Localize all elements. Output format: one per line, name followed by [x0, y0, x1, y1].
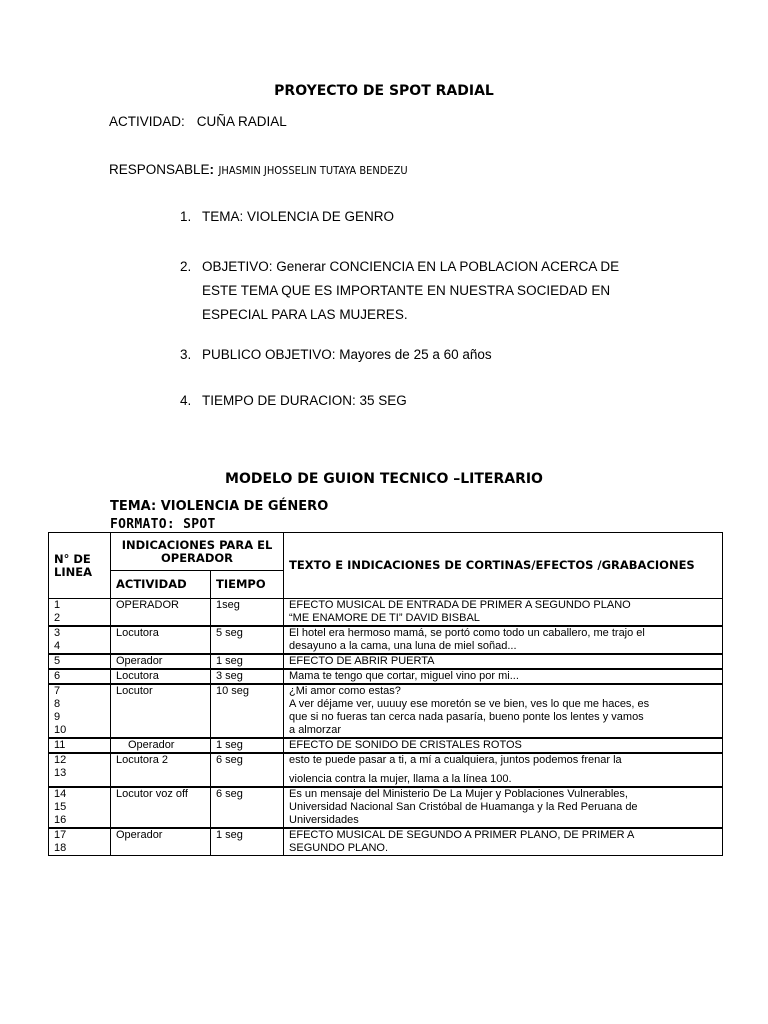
cell-tiempo — [211, 828, 284, 856]
line-number: 14 — [54, 788, 67, 800]
line-number: 2 — [54, 612, 61, 624]
list-text: ESTE TEMA QUE ES IMPORTANTE EN NUESTRA SOCIEDAD EN — [202, 283, 611, 298]
cell-tiempo — [211, 684, 284, 738]
actividad-line — [109, 114, 287, 129]
tiempo-text: 10 seg — [216, 685, 250, 697]
cell-actividad — [111, 738, 211, 753]
cell-linea — [49, 654, 111, 669]
header-indicaciones: INDICACIONES PARA EL OPERADOR — [111, 533, 284, 571]
cell-linea — [49, 669, 111, 684]
actividad-text: Locutor voz off — [116, 788, 188, 800]
cell-texto — [284, 787, 723, 828]
actividad-text: Locutora — [116, 670, 159, 682]
guion-title: MODELO DE GUION TECNICO –LITERARIO — [225, 471, 543, 487]
actividad-text: Operador — [116, 829, 163, 841]
line-number: 10 — [54, 724, 67, 736]
texto-line: A ver déjame ver, uuuuy ese moretón se ve bien, ves lo que me haces, es — [289, 698, 650, 710]
cell-texto — [284, 654, 723, 669]
texto-line: Mama te tengo que cortar, miguel vino por mi... — [289, 670, 519, 682]
texto-line: Es un mensaje del Ministerio De La Mujer y Poblaciones Vulnerables, — [289, 788, 628, 800]
cell-tiempo — [211, 738, 284, 753]
table-row — [49, 787, 723, 828]
tiempo-text: 6 seg — [216, 754, 243, 766]
table-row — [49, 654, 723, 669]
list-number: 1. — [180, 209, 192, 224]
line-number: 9 — [54, 711, 61, 723]
table-row — [49, 828, 723, 856]
responsable-label: RESPONSABLE — [109, 162, 210, 177]
cell-texto — [284, 669, 723, 684]
cell-actividad — [111, 684, 211, 738]
cell-tiempo — [211, 753, 284, 787]
list-text: ESPECIAL PARA LAS MUJERES. — [202, 307, 408, 322]
actividad-value: CUÑA RADIAL — [196, 114, 287, 129]
header-texto: TEXTO E INDICACIONES DE CORTINAS/EFECTOS /GRABACIONES — [284, 533, 723, 599]
list-item-3 — [180, 347, 492, 362]
guion-formato: FORMATO: SPOT — [110, 517, 216, 532]
line-number: 8 — [54, 698, 61, 710]
texto-line: desayuno a la cama, una luna de miel soñad... — [289, 640, 517, 652]
cell-actividad — [111, 828, 211, 856]
texto-line: EFECTO MUSICAL DE SEGUNDO A PRIMER PLANO, DE PRIMER A — [289, 829, 635, 841]
cell-linea — [49, 787, 111, 828]
tiempo-text: 1seg — [216, 599, 240, 611]
header-linea: N° DE LINEA — [49, 533, 111, 599]
cell-tiempo — [211, 599, 284, 627]
cell-actividad — [111, 626, 211, 654]
actividad-label: ACTIVIDAD: — [109, 114, 185, 129]
line-number: 15 — [54, 801, 67, 813]
texto-line: que si no fueras tan cerca nada pasaría, bueno ponte los lentes y vamos — [289, 711, 644, 723]
table-row — [49, 669, 723, 684]
list-item-4 — [180, 393, 407, 408]
cell-actividad — [111, 599, 211, 627]
texto-line: violencia contra la mujer, llama a la línea 100. — [289, 773, 512, 785]
line-number: 18 — [54, 842, 67, 854]
list-text: TEMA: VIOLENCIA DE GENRO — [202, 209, 395, 224]
line-number: 11 — [54, 739, 66, 751]
line-number: 3 — [54, 627, 61, 639]
list-text: TIEMPO DE DURACION: 35 SEG — [202, 393, 407, 408]
cell-tiempo — [211, 669, 284, 684]
line-number: 1 — [54, 599, 61, 611]
cell-texto — [284, 753, 723, 787]
texto-line: SEGUNDO PLANO. — [289, 842, 389, 854]
actividad-text: Locutor — [116, 685, 153, 697]
list-number: 4. — [180, 393, 192, 408]
list-number: 2. — [180, 259, 192, 274]
line-number: 13 — [54, 767, 67, 779]
responsable-colon: : — [209, 162, 215, 177]
table-row — [49, 599, 723, 627]
cell-linea — [49, 753, 111, 787]
actividad-text: Locutora 2 — [116, 754, 168, 766]
table-row — [49, 626, 723, 654]
actividad-text: OPERADOR — [116, 599, 179, 611]
line-number: 5 — [54, 655, 61, 667]
tiempo-text: 1 seg — [216, 655, 243, 667]
texto-line: EFECTO DE ABRIR PUERTA — [289, 655, 435, 667]
texto-line: Universidades — [289, 814, 359, 826]
tiempo-text: 1 seg — [216, 739, 243, 751]
cell-texto — [284, 626, 723, 654]
tiempo-text: 5 seg — [216, 627, 243, 639]
texto-line: El hotel era hermoso mamá, se portó como todo un caballero, me trajo el — [289, 627, 645, 639]
header-tiempo: TIEMPO — [211, 571, 284, 599]
line-number: 17 — [54, 829, 67, 841]
cell-tiempo — [211, 626, 284, 654]
actividad-text: Operador — [128, 739, 175, 751]
actividad-text: Operador — [116, 655, 163, 667]
cell-linea — [49, 599, 111, 627]
cell-actividad — [111, 753, 211, 787]
tiempo-text: 3 seg — [216, 670, 243, 682]
actividad-text: Locutora — [116, 627, 159, 639]
cell-actividad — [111, 654, 211, 669]
responsable-value: JHASMIN JHOSSELIN TUTAYA BENDEZU — [218, 164, 408, 177]
cell-linea — [49, 626, 111, 654]
responsable-line — [109, 161, 408, 179]
texto-line: EFECTO DE SONIDO DE CRISTALES ROTOS — [289, 739, 522, 751]
page-title: PROYECTO DE SPOT RADIAL — [274, 83, 494, 99]
table-row — [49, 753, 723, 787]
texto-line: EFECTO MUSICAL DE ENTRADA DE PRIMER A SEGUNDO PLANO — [289, 599, 631, 611]
texto-line: “ME ENAMORE DE TI” DAVID BISBAL — [289, 612, 480, 624]
guion-tema: TEMA: VIOLENCIA DE GÉNERO — [110, 499, 329, 514]
list-number: 3. — [180, 347, 192, 362]
list-text: PUBLICO OBJETIVO: Mayores de 25 a 60 años — [202, 347, 492, 362]
texto-line: Universidad Nacional San Cristóbal de Huamanga y la Red Peruana de — [289, 801, 638, 813]
cell-texto — [284, 684, 723, 738]
texto-line: a almorzar — [289, 724, 341, 736]
cell-tiempo — [211, 654, 284, 669]
tiempo-text: 1 seg — [216, 829, 243, 841]
list-item-2 — [180, 255, 619, 327]
cell-linea — [49, 738, 111, 753]
cell-tiempo — [211, 787, 284, 828]
cell-linea — [49, 684, 111, 738]
list-item-1 — [180, 209, 394, 224]
table-row — [49, 684, 723, 738]
line-number: 16 — [54, 814, 67, 826]
cell-texto — [284, 738, 723, 753]
cell-actividad — [111, 787, 211, 828]
cell-texto — [284, 828, 723, 856]
guion-table — [48, 532, 723, 856]
line-number: 4 — [54, 640, 61, 652]
line-number: 12 — [54, 754, 67, 766]
texto-line: ¿Mi amor como estas? — [289, 685, 401, 697]
line-number: 6 — [54, 670, 61, 682]
list-text: OBJETIVO: Generar CONCIENCIA EN LA POBLACION ACERCA DE — [202, 259, 620, 274]
cell-linea — [49, 828, 111, 856]
line-number: 7 — [54, 685, 61, 697]
tiempo-text: 6 seg — [216, 788, 243, 800]
header-actividad: ACTIVIDAD — [111, 571, 211, 599]
cell-actividad — [111, 669, 211, 684]
table-row — [49, 738, 723, 753]
texto-line: esto te puede pasar a ti, a mí a cualquiera, juntos podemos frenar la — [289, 754, 622, 766]
cell-texto — [284, 599, 723, 627]
